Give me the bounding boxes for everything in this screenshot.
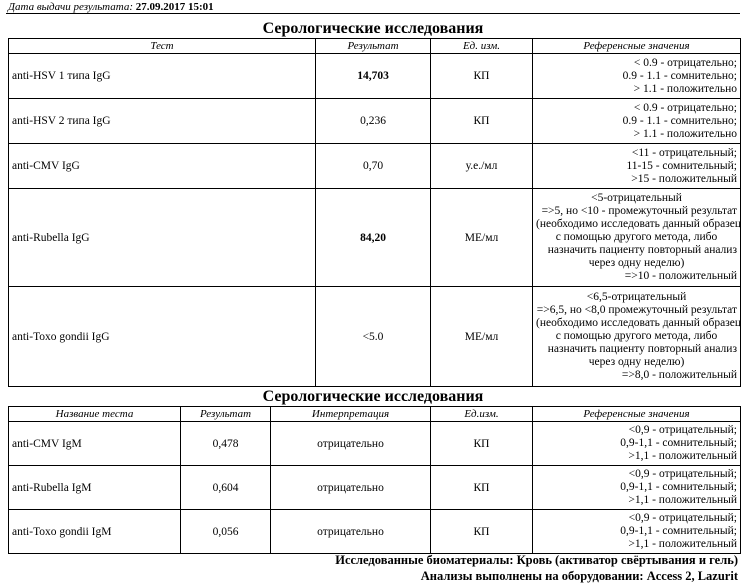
reference-line: 0.9 - 1.1 - сомнительно; xyxy=(622,69,737,82)
table-row xyxy=(9,422,741,466)
test-result: 14,703 xyxy=(316,54,431,99)
test-unit: у.е./мл xyxy=(431,144,533,189)
table-header-row xyxy=(9,407,741,422)
test-reference xyxy=(533,510,741,554)
test-unit: МЕ/мл xyxy=(431,189,533,287)
test-name: anti-Toxo gondii IgG xyxy=(9,287,316,387)
section2-title: Серологические исследования xyxy=(262,388,484,405)
test-name: anti-Rubella IgM xyxy=(9,466,181,510)
test-result: 84,20 xyxy=(316,189,431,287)
test-result: 0,236 xyxy=(316,99,431,144)
section1-title: Серологические исследования xyxy=(262,20,484,37)
test-unit: КП xyxy=(431,99,533,144)
reference-line: >1,1 - положительный xyxy=(628,538,737,550)
reference-line: с помощью другого метода, либо xyxy=(555,231,718,243)
reference-line: 11-15 - сомнительный; xyxy=(626,159,737,172)
test-name: anti-HSV 1 типа IgG xyxy=(9,54,316,99)
test-result: 0,604 xyxy=(181,466,271,510)
reference-line: <11 - отрицательный; xyxy=(631,146,737,159)
reference-line: <0,9 - отрицательный; xyxy=(628,468,737,480)
table-row xyxy=(9,144,741,189)
test-unit: КП xyxy=(431,422,533,466)
reference-line: <5-отрицательный xyxy=(591,192,682,204)
reference-line: =>5, но <10 - промежуточный результат xyxy=(541,205,737,217)
reference-line: 0,9-1,1 - сомнительный; xyxy=(620,437,737,449)
test-reference xyxy=(533,54,741,99)
table-row xyxy=(9,189,741,287)
table-row xyxy=(9,287,741,387)
issue-date-label: Дата выдачи результата: xyxy=(8,1,133,13)
reference-line: 0,9-1,1 - сомнительный; xyxy=(620,525,737,537)
reference-line: =>10 - положительный xyxy=(624,270,737,282)
test-name: anti-Toxo gondii IgM xyxy=(9,510,181,554)
col-header-unit: Ед. изм. xyxy=(431,39,533,54)
test-result: 0,056 xyxy=(181,510,271,554)
equipment-note: Анализы выполнены на оборудовании: Access 2, Lazurit xyxy=(420,569,738,583)
biomaterial-note: Исследованные биоматериалы: Кровь (активатор свёртывания и гель) xyxy=(335,553,738,567)
test-name: anti-Rubella IgG xyxy=(9,189,316,287)
reference-line: (необходимо исследовать данный образец xyxy=(536,218,742,230)
test-unit: МЕ/мл xyxy=(431,287,533,387)
test-name: anti-CMV IgG xyxy=(9,144,316,189)
igm-results-table xyxy=(8,406,741,554)
test-interpretation: отрицательно xyxy=(271,510,431,554)
test-result: <5.0 xyxy=(316,287,431,387)
reference-line: через одну неделю) xyxy=(588,356,685,368)
reference-line: 0,9-1,1 - сомнительный; xyxy=(620,481,737,493)
reference-line: > 1.1 - положительно xyxy=(633,82,737,95)
test-unit: КП xyxy=(431,466,533,510)
table-row xyxy=(9,466,741,510)
reference-line: >1,1 - положительный xyxy=(628,494,737,506)
reference-line: <6,5-отрицательный xyxy=(586,291,687,303)
table-header-row xyxy=(9,39,741,54)
test-unit: КП xyxy=(431,54,533,99)
reference-line: через одну неделю) xyxy=(588,257,685,269)
test-name: anti-CMV IgM xyxy=(9,422,181,466)
reference-line: с помощью другого метода, либо xyxy=(555,330,718,342)
reference-line: >15 - положительный xyxy=(631,172,737,185)
col-header-result: Результат xyxy=(181,407,271,422)
reference-line: < 0.9 - отрицательно; xyxy=(633,101,737,114)
reference-line: < 0.9 - отрицательно; xyxy=(633,56,737,69)
test-interpretation: отрицательно xyxy=(271,422,431,466)
reference-line: >1,1 - положительный xyxy=(628,450,737,462)
test-reference xyxy=(533,99,741,144)
test-name: anti-HSV 2 типа IgG xyxy=(9,99,316,144)
reference-line: <0,9 - отрицательный; xyxy=(628,512,737,524)
reference-line: > 1.1 - положительно xyxy=(633,127,737,140)
issue-date-value: 27.09.2017 15:01 xyxy=(135,1,214,13)
test-reference xyxy=(533,466,741,510)
reference-line: (необходимо исследовать данный образец xyxy=(536,317,742,329)
col-header-reference: Референсные значения xyxy=(533,39,741,54)
test-interpretation: отрицательно xyxy=(271,466,431,510)
test-unit: КП xyxy=(431,510,533,554)
col-header-test-name: Название теста xyxy=(9,407,181,422)
table-row xyxy=(9,54,741,99)
test-reference xyxy=(533,144,741,189)
test-result: 0,70 xyxy=(316,144,431,189)
col-header-reference: Референсные значения xyxy=(533,407,741,422)
reference-line: назначить пациенту повторный анализ xyxy=(547,244,737,256)
header-divider xyxy=(6,13,740,14)
reference-line: =>6,5, но <8,0 промежуточный результат xyxy=(536,304,737,316)
test-reference xyxy=(533,189,741,287)
col-header-interpretation: Интерпретация xyxy=(271,407,431,422)
test-reference xyxy=(533,287,741,387)
table-row xyxy=(9,510,741,554)
col-header-unit: Ед.изм. xyxy=(431,407,533,422)
igg-results-table xyxy=(8,38,741,387)
col-header-result: Результат xyxy=(316,39,431,54)
test-reference xyxy=(533,422,741,466)
reference-line: =>8,0 - положительный xyxy=(621,369,737,381)
col-header-test: Тест xyxy=(9,39,316,54)
reference-line: назначить пациенту повторный анализ xyxy=(547,343,737,355)
test-result: 0,478 xyxy=(181,422,271,466)
reference-line: 0.9 - 1.1 - сомнительно; xyxy=(622,114,737,127)
reference-line: <0,9 - отрицательный; xyxy=(628,424,737,436)
table-row xyxy=(9,99,741,144)
